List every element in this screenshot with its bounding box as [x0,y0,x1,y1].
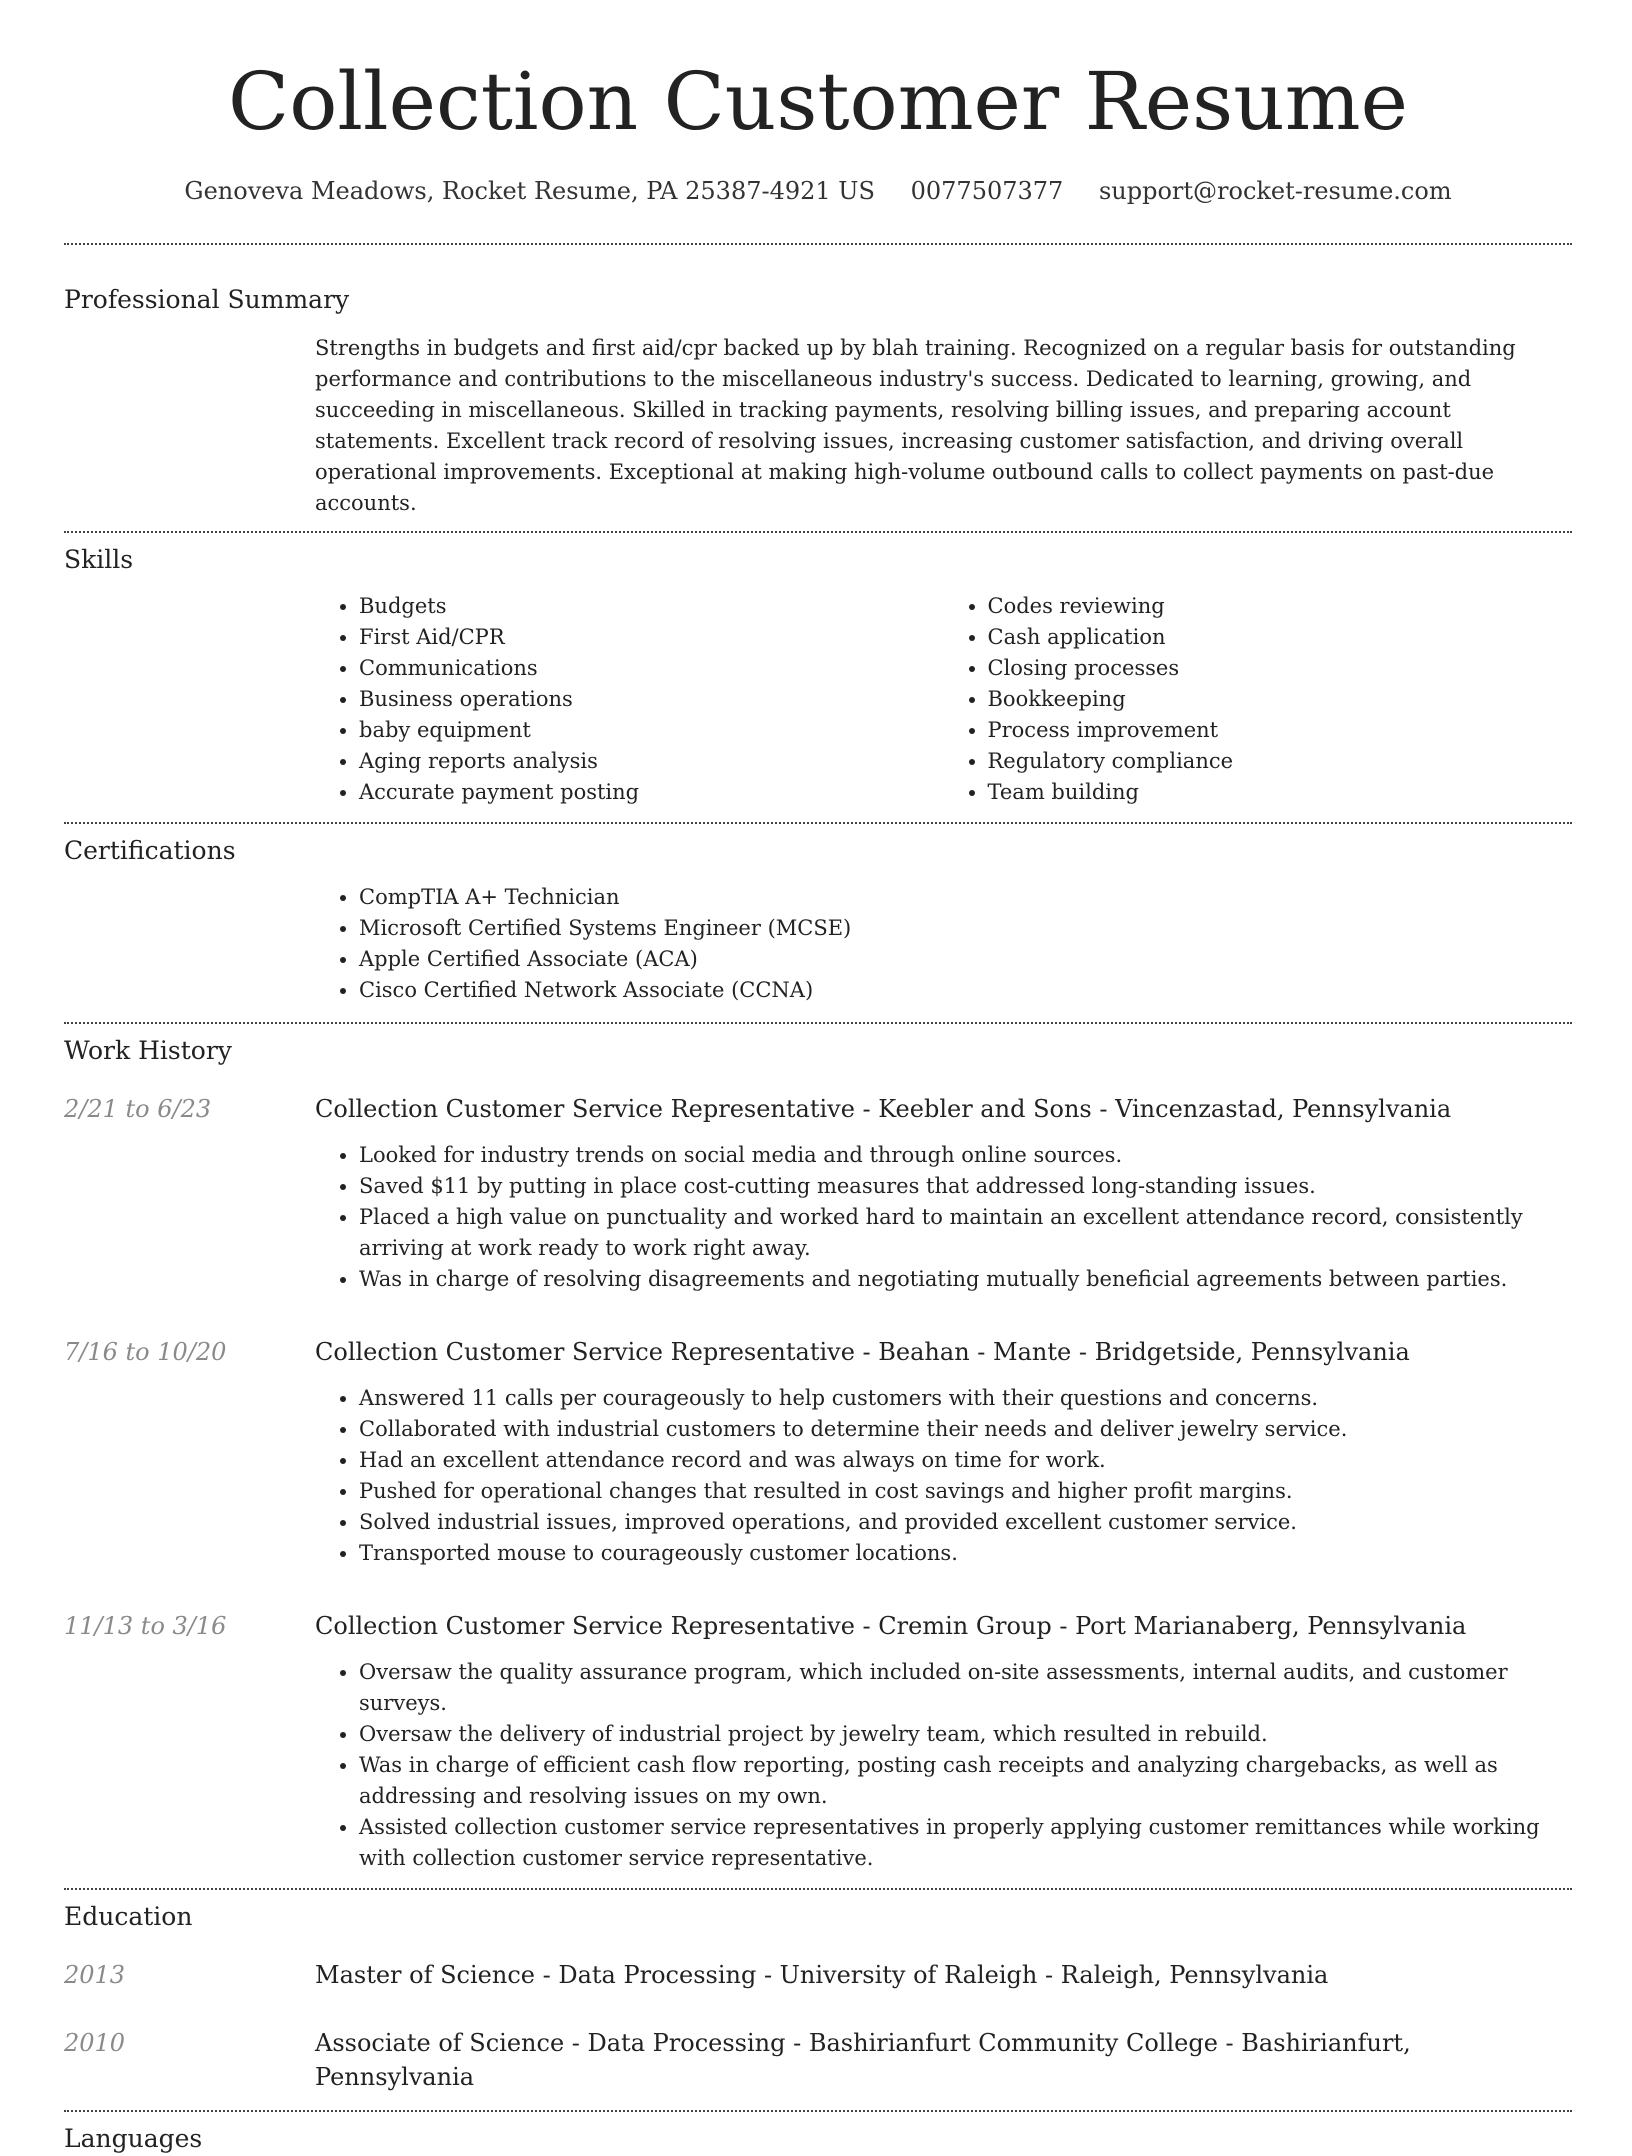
job-bullets [315,1383,1572,1569]
job-entry [64,1609,1572,1874]
job-header [64,1609,1572,1643]
contact-line [64,174,1572,208]
list-item: • Business operations [359,684,944,715]
section-title-languages: Languages [64,2124,203,2153]
list-item: • baby equipment [359,715,944,746]
list-item: • Cash application [988,622,1573,653]
certifications-section [64,824,1572,1006]
education-date: 2010 [64,2029,126,2057]
list-item: • First Aid/CPR [359,622,944,653]
list-item: • Oversaw the delivery of industrial project by jewelry team, which resulted in rebuild. [359,1719,1572,1750]
languages-section [64,2112,1572,2156]
skills-list-right [944,591,1573,808]
job-details [315,1383,1572,1569]
job-bullets [315,1140,1572,1295]
list-item: • Had an excellent attendance record and was always on time for work. [359,1445,1572,1476]
list-item: • Was in charge of resolving disagreements and negotiating mutually beneficial agreements between parties. [359,1264,1572,1295]
list-item: • Answered 11 calls per courageously to help customers with their questions and concerns. [359,1383,1572,1414]
job-entry [64,1092,1572,1295]
contact-phone: 0077507377 [910,177,1064,205]
job-header [64,1092,1572,1126]
section-title-education: Education [64,1902,193,1931]
education-entry [64,2026,1572,2094]
list-item: • Bookkeeping [988,684,1573,715]
list-item: • Pushed for operational changes that resulted in cost savings and higher profit margins. [359,1476,1572,1507]
job-date: 7/16 to 10/20 [64,1338,227,1366]
section-title-work: Work History [64,1036,232,1065]
education-entry [64,1958,1572,1992]
list-item: • Apple Certified Associate (ACA) [359,944,1572,975]
skills-list-left [315,591,944,808]
section-title-summary: Professional Summary [64,285,350,314]
list-item: • Codes reviewing [988,591,1573,622]
list-item: • Placed a high value on punctuality and worked hard to maintain an excellent attendance record, consistently arriving at work ready to work right away. [359,1202,1572,1264]
skills-section [64,533,1572,808]
list-item: • Transported mouse to courageously customer locations. [359,1538,1572,1569]
list-item: • Regulatory compliance [988,746,1573,777]
job-title: Collection Customer Service Representative - Beahan - Mante - Bridgetside, Pennsylvania [315,1338,1410,1366]
list-item: • Process improvement [988,715,1573,746]
list-item: • Saved $11 by putting in place cost-cutting measures that addressed long-standing issues. [359,1171,1572,1202]
page-title: Collection Customer Resume [228,55,1408,148]
summary-section [64,245,1572,519]
summary-text: Strengths in budgets and first aid/cpr backed up by blah training. Recognized on a regular basis for outstanding performance and contributions to the miscellaneous industry's success. Dedicated to learning, growing, and succeeding in miscellaneous. Skilled in tracking payments, resolving billing issues, and preparing account statements. Excellent track record of resolving issues, increasing customer satisfaction, and driving overall operational improvements. Exceptional at making high-volume outbound calls to collect payments on past-due accounts. [315,336,1516,515]
skills-columns [315,591,1572,808]
certifications-list [315,882,1572,1006]
job-details [315,1657,1572,1874]
list-item: • Communications [359,653,944,684]
list-item: • Closing processes [988,653,1573,684]
list-item: • Assisted collection customer service representatives in properly applying customer remittances while working with collection customer service representative. [359,1812,1572,1874]
section-title-certifications: Certifications [64,836,236,865]
list-item: • Microsoft Certified Systems Engineer (MCSE) [359,913,1572,944]
list-item: • Oversaw the quality assurance program, which included on-site assessments, internal audits, and customer surveys. [359,1657,1572,1719]
job-details [315,1140,1572,1295]
contact-address: Genoveva Meadows, Rocket Resume, PA 25387-4921 US [184,177,875,205]
list-item: • Collaborated with industrial customers to determine their needs and deliver jewelry service. [359,1414,1572,1445]
education-date: 2013 [64,1961,126,1989]
list-item: • Team building [988,777,1573,808]
job-entry [64,1335,1572,1569]
list-item: • Cisco Certified Network Associate (CCNA) [359,975,1572,1006]
list-item: • Aging reports analysis [359,746,944,777]
list-item: • CompTIA A+ Technician [359,882,1572,913]
education-section [64,1890,1572,2094]
list-item: • Budgets [359,591,944,622]
job-bullets [315,1657,1572,1874]
section-title-skills: Skills [64,545,134,574]
list-item: • Solved industrial issues, improved operations, and provided excellent customer service. [359,1507,1572,1538]
list-item: • Looked for industry trends on social media and through online sources. [359,1140,1572,1171]
job-date: 11/13 to 3/16 [64,1612,227,1640]
resume-page [64,0,1572,2156]
job-date: 2/21 to 6/23 [64,1095,212,1123]
list-item: • Accurate payment posting [359,777,944,808]
certifications-content [315,882,1572,1006]
education-title: Master of Science - Data Processing - University of Raleigh - Raleigh, Pennsylvania [315,1961,1329,1989]
education-title: Associate of Science - Data Processing - Bashirianfurt Community College - Bashirianfurt, Pennsylvania [315,2029,1411,2091]
job-header [64,1335,1572,1369]
job-title: Collection Customer Service Representative - Keebler and Sons - Vincenzastad, Pennsylvania [315,1095,1452,1123]
summary-content [315,333,1572,519]
list-item: • Was in charge of efficient cash flow reporting, posting cash receipts and analyzing chargebacks, as well as addressing and resolving issues on my own. [359,1750,1572,1812]
contact-email: support@rocket-resume.com [1098,177,1452,205]
work-section [64,1024,1572,1874]
job-title: Collection Customer Service Representative - Cremin Group - Port Marianaberg, Pennsylvania [315,1612,1467,1640]
